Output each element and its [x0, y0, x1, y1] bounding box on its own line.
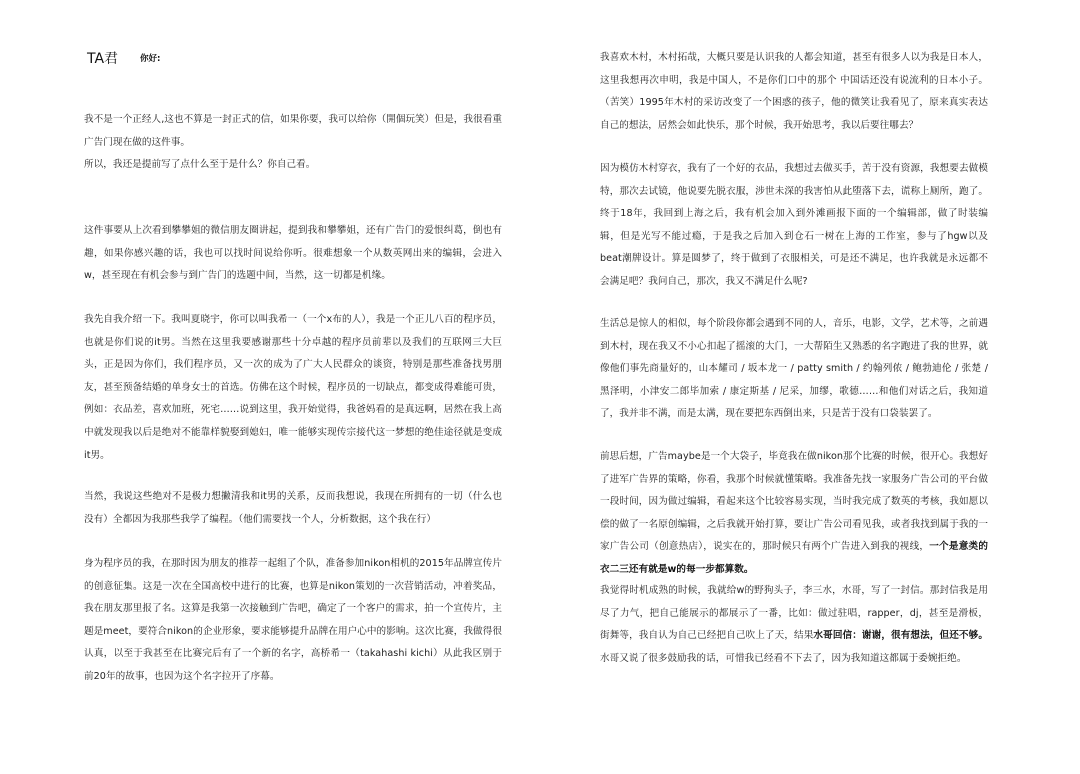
letter-header [84, 46, 502, 70]
paragraph: 我喜欢木村，木村拓哉，大概只要是认识我的人都会知道，甚至有很多人以为我是日本人，这里我想再次申明，我是中国人，不是你们口中的那个 中国话还没有说流利的日本小子。（苦笑）1995年木村的采访改变了一个困惑的孩子，他的微笑让我看见了，原来真实表达自己的想法，居然会如此快乐，那个时候，我开始思考，我以后要往哪去？ [600, 52, 988, 131]
paragraph: 我先自我介绍一下。我叫夏晓宇，你可以叫我希一（一个x布的人），我是一个正儿八百的程序员，也就是你们说的it男。当然在这里我要感谢那些十分卓越的程序员前辈以及我们的互联网三大巨头，正是因为你们，我们程序员，又一次的成为了广大人民群众的谈资，特别是那些准备找男朋友，甚至预备结婚的单身女士的首选。仿佛在这个时候，程序员的一切缺点，都变成得难能可贵，例如：衣品差，喜欢加班，死宅……说到这里，我开始觉得，我爸妈看的是真远啊，居然在我上高中就发现我以后是绝对不能靠样貌娶到媳妇，唯一能够实现传宗接代这一梦想的绝佳途径就是变成it男。 [84, 314, 502, 461]
paragraph: 生活总是惊人的相似，每个阶段你都会遇到不同的人，音乐，电影，文学，艺术等，之前遇到木村，现在我又不小心扣起了摇滚的大门，一大帮陌生又熟悉的名字跑进了我的世界，就像他们事先商量好的，山本耀司 / 坂本龙一 / patty smith / 约翰列侬 / 鲍勃迪伦 / 张楚 / 黑泽明，小津安二郎毕加索 / 康定斯基 / 尼采，加缪，歌德……和他们对话之后，我知道了，我并非不满，而是太满，现在要把东西倒出来，只是苦于没有口袋装罢了。 [600, 318, 988, 420]
recipient-name: TA君 [87, 51, 119, 67]
bold-highlight: 一个是意类的 衣二三还有就是w的每一步都算数。 [600, 541, 988, 575]
paragraph: 因为模仿木村穿衣，我有了一个好的衣品，我想过去做买手，苦于没有资源，我想要去做模特，那次去试镜，他说要先脱衣服，涉世未深的我害怕从此堕落下去，谎称上厕所，跑了。终于18年，我回到上海之后，我有机会加入到外滩画报下面的一个编辑部，做了时装编辑，但是光写不能过瘾，于是我之后加入到仓石一树在上海的工作室，参与了hgw以及beat潮牌设计。算是圆梦了，终于做到了衣服相关，可是还不满足，也许我就是永远都不会满足吧？我问自己，那次，我又不满足什么呢? [600, 163, 988, 287]
paragraph: 当然，我说这些绝对不是极力想撇清我和it男的关系，反而我想说，我现在所拥有的一切（什么也没有）全都因为我那些我学了编程。（他们需要找一个人，分析数据，这个我在行） [84, 491, 502, 525]
greeting: 你好: [140, 54, 161, 64]
paragraph: 这件事要从上次看到攀攀姐的微信朋友圈讲起，提到我和攀攀姐，还有广告门的爱恨纠葛，倒也有趣，如果你感兴趣的话，我也可以找时间说给你听。很难想象一个从数英网出来的编辑，会进入w，甚至现在有机会参与到广告门的选题中间，当然，这一切都是机缘。 [84, 225, 502, 282]
paragraph-text: 前思后想，广告maybe是一个大袋子，毕竟我在做nikon那个比赛的时候，很开心。我想好了进军广告界的策略，你看，我那个时候就懂策略。我准备先找一家服务广告公司的平台做一段时间，因为做过编辑，看起来这个比较容易实现，当时我完成了数英的考核，我如愿以偿的做了一名原创编辑，之后我就开始打算，要让广告公司看见我，或者我找到属于我的一家广告公司（创意热店），说实在的，那时候只有两个广告进入到我的视线， [600, 451, 988, 553]
paragraph: 我不是一个正经人,这也不算是一封正式的信，如果你要，我可以给你（開個玩笑）但是，我很看重广告门现在做的这件事。 [84, 114, 502, 148]
paragraph-text: 水哥又说了很多鼓励我的话，可惜我已经看不下去了，因为我知道这都属于委婉拒绝。 [600, 652, 967, 664]
bold-highlight: 水哥回信：谢谢，很有想法，但还不够。 [813, 630, 988, 642]
paragraph [600, 446, 988, 582]
paragraph: 所以，我还是提前写了点什么至于是什么？你自己看。 [84, 159, 316, 170]
paragraph: 身为程序员的我，在那时因为朋友的推荐一起组了个队，准备参加nikon相机的2015年品牌宣传片的创意征集。这是一次在全国高校中进行的比赛，也算是nikon策划的一次营销活动，冲着奖品，我在朋友那里报了名。这算是我第一次接触到广告吧，确定了一个客户的需求，拍一个宣传片，主题是meet，要符合nikon的企业形象，要求能够提升品牌在用户心中的影响。这次比赛，我做得很认真，以至于我甚至在比赛完后有了一个新的名字，高桥希一（takahashi kichi）从此我区别于前20年的故事，也因为这个名字拉开了序幕。 [84, 558, 502, 682]
paragraph [600, 580, 988, 670]
paragraph-text: 我觉得时机成熟的时候，我就给w的野狗头子，李三水，水哥，写了一封信。那封信我是用尽了力气，把自己能展示的都展示了一番，比如：做过驻唱，rapper，dj，甚至是滑板，街舞等，我自认为自己已经把自己吹上了天，结果 [600, 585, 988, 642]
